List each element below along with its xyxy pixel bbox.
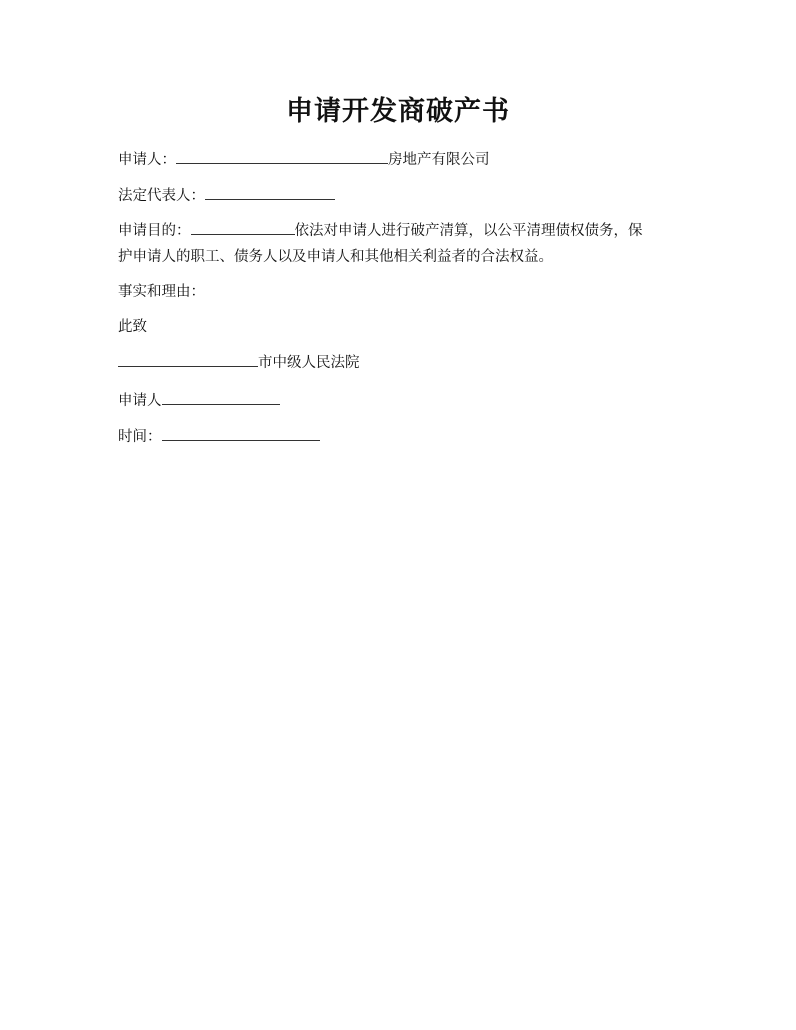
closing-label: 此致 <box>118 319 147 335</box>
purpose-label: 申请目的： <box>118 223 191 239</box>
applicant-label: 申请人： <box>118 152 176 168</box>
signature-line <box>118 391 280 411</box>
facts-label: 事实和理由： <box>118 284 205 300</box>
purpose-text-line2: 护申请人的职工、债务人以及申请人和其他相关利益者的合法权益。 <box>118 249 553 265</box>
legal-rep-label: 法定代表人： <box>118 188 205 204</box>
signature-label: 申请人 <box>118 393 162 409</box>
date-label: 时间： <box>118 429 162 445</box>
signature-blank <box>162 391 280 405</box>
purpose-paragraph <box>118 218 678 270</box>
court-blank <box>118 353 258 367</box>
applicant-suffix: 房地产有限公司 <box>388 152 490 168</box>
court-suffix: 市中级人民法院 <box>258 355 360 371</box>
purpose-blank <box>191 221 295 235</box>
document-title: 申请开发商破产书 <box>286 96 510 127</box>
applicant-line <box>118 150 490 170</box>
applicant-blank <box>176 150 388 164</box>
legal-rep-blank <box>205 186 335 200</box>
purpose-text-line1: 依法对申请人进行破产清算，以公平清理债权债务，保 <box>294 223 643 239</box>
date-line <box>118 427 320 447</box>
court-line <box>118 353 360 373</box>
legal-rep-line <box>118 186 335 206</box>
date-blank <box>162 427 320 441</box>
